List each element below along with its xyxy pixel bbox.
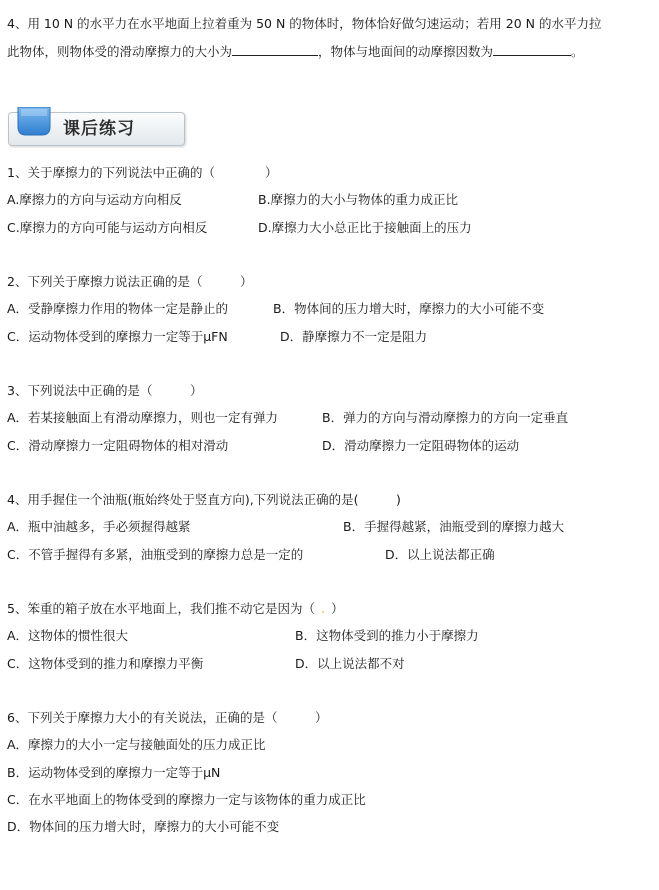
question-2-option-d[interactable]: D．静摩擦力不一定是阻力	[280, 329, 428, 344]
blue-tab-icon	[16, 107, 52, 137]
question-4-stem: 4、用手握住一个油瓶(瓶始终处于竖直方向),下列说法正确的是( )	[7, 492, 401, 507]
question-1-stem: 1、关于摩擦力的下列说法中正确的（ ）	[7, 165, 278, 180]
question-5-stem-close: ）	[330, 601, 344, 616]
question-3-option-d[interactable]: D．滑动摩擦力一定阻碍物体的运动	[322, 438, 520, 453]
question-4-option-a[interactable]: A．瓶中油越多，手必须握得越紧	[7, 519, 191, 534]
question-1-option-a[interactable]: A.摩擦力的方向与运动方向相反	[7, 192, 182, 207]
question-6-option-d[interactable]: D．物体间的压力增大时，摩擦力的大小可能不变	[7, 819, 280, 834]
question-2-option-a[interactable]: A．受静摩擦力作用的物体一定是静止的	[7, 301, 229, 316]
section-title: 课后练习	[63, 119, 135, 139]
question-1-option-b[interactable]: B.摩擦力的大小与物体的重力成正比	[258, 192, 459, 207]
question-2-option-c[interactable]: C．运动物体受到的摩擦力一定等于μFN	[7, 329, 228, 344]
question-6-option-a[interactable]: A．摩擦力的大小一定与接触面处的压力成正比	[7, 737, 266, 752]
question-4-option-b[interactable]: B．手握得越紧，油瓶受到的摩擦力越大	[343, 519, 565, 534]
question-6-option-b[interactable]: B．运动物体受到的摩擦力一定等于μN	[7, 765, 221, 780]
q4-line-1: 4、用 10 N 的水平力在水平地面上拉着重为 50 N 的物体时，物体恰好做匀速运动；若用 20 N 的水平力拉	[7, 16, 602, 31]
section-header	[8, 112, 185, 146]
question-4-option-c[interactable]: C．不管手握得有多紧，油瓶受到的摩擦力总是一定的	[7, 547, 304, 562]
answer-mark: .	[320, 601, 325, 616]
q4-text-a: 此物体，则物体受的滑动摩擦力的大小为	[7, 44, 233, 59]
question-3-option-c[interactable]: C．滑动摩擦力一定阻碍物体的相对滑动	[7, 438, 229, 453]
question-6-option-c[interactable]: C．在水平地面上的物体受到的摩擦力一定与该物体的重力成正比	[7, 792, 366, 807]
question-5-option-c[interactable]: C．这物体受到的推力和摩擦力平衡	[7, 656, 204, 671]
question-5-option-d[interactable]: D．以上说法都不对	[295, 656, 405, 671]
q4-text-b: ，物体与地面间的动摩擦因数为	[318, 44, 494, 59]
question-3-stem: 3、下列说法中正确的是（ ）	[7, 383, 203, 398]
question-1-option-d[interactable]: D.摩擦力大小总正比于接触面上的压力	[258, 220, 472, 235]
question-3-option-a[interactable]: A．若某接触面上有滑动摩擦力，则也一定有弹力	[7, 410, 279, 425]
question-3-option-b[interactable]: B．弹力的方向与滑动摩擦力的方向一定垂直	[322, 410, 569, 425]
question-2-stem: 2、下列关于摩擦力说法正确的是（ ）	[7, 274, 253, 289]
question-5-stem-text: 5、笨重的箱子放在水平地面上，我们推不动它是因为（	[7, 601, 315, 616]
question-1-option-c[interactable]: C.摩擦力的方向可能与运动方向相反	[7, 220, 208, 235]
question-5-option-b[interactable]: B．这物体受到的推力小于摩擦力	[295, 628, 479, 643]
q4-line-2	[7, 43, 584, 60]
q4-text-c: 。	[571, 44, 584, 59]
question-5-stem	[7, 601, 343, 617]
question-6-stem: 6、下列关于摩擦力大小的有关说法，正确的是（ ）	[7, 710, 328, 725]
question-4-option-d[interactable]: D．以上说法都正确	[385, 547, 495, 562]
question-2-option-b[interactable]: B．物体间的压力增大时，摩擦力的大小可能不变	[273, 301, 545, 316]
q4-blank-2[interactable]	[493, 43, 571, 56]
q4-blank-1[interactable]	[232, 43, 318, 56]
question-5-option-a[interactable]: A．这物体的惯性很大	[7, 628, 129, 643]
